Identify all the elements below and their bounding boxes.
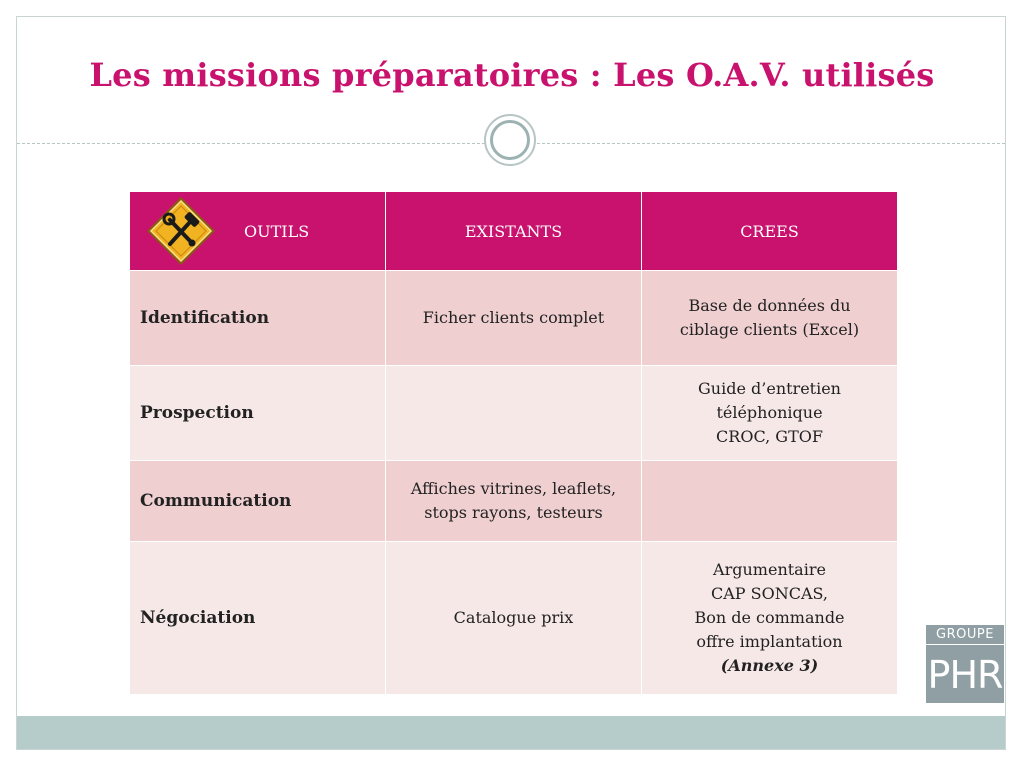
cell-existants: [386, 461, 642, 542]
tools-warning-sign-icon: [144, 194, 218, 268]
cell-text: CAP SONCAS,: [711, 584, 828, 603]
row-label-identification: Identification: [130, 271, 386, 366]
cell-text: ciblage clients (Excel): [679, 320, 860, 339]
cell-existants: [386, 271, 642, 366]
cell-text: Ficher clients complet: [422, 308, 605, 327]
cell-crees: [642, 366, 898, 461]
header-outils-label: OUTILS: [244, 222, 310, 241]
cell-existants: [386, 542, 642, 695]
cell-text: Argumentaire: [713, 560, 826, 579]
cell-text: Catalogue prix: [453, 608, 574, 627]
cell-text: stops rayons, testeurs: [424, 503, 603, 522]
cell-crees: [642, 271, 898, 366]
row-label-communication: Communication: [130, 461, 386, 542]
cell-text: Affiches vitrines, leaflets,: [410, 479, 617, 498]
header-crees: CREES: [642, 192, 898, 271]
cell-crees: [642, 461, 898, 542]
footer-band: [17, 716, 1005, 749]
cell-existants: [386, 366, 642, 461]
logo-groupe-text: GROUPE: [926, 625, 1004, 645]
cell-text: offre implantation: [696, 632, 843, 651]
annex-reference: (Annexe 3): [720, 656, 819, 675]
row-label-prospection: Prospection: [130, 366, 386, 461]
oav-table: [129, 191, 898, 695]
cell-text: Bon de commande: [694, 608, 845, 627]
table-row: [130, 271, 898, 366]
cell-crees: [642, 542, 898, 695]
groupe-phr-logo: [926, 625, 1004, 703]
logo-phr-mark: PHR: [927, 653, 1003, 697]
row-label-negociation: Négociation: [130, 542, 386, 695]
table-header-row: [130, 192, 898, 271]
table-row: [130, 542, 898, 695]
cell-text: Base de données du: [688, 296, 851, 315]
header-existants: EXISTANTS: [386, 192, 642, 271]
cell-text: Guide d’entretien: [698, 379, 841, 398]
cell-text: téléphonique: [716, 403, 823, 422]
slide-title: Les missions préparatoires : Les O.A.V. utilisés: [89, 56, 935, 94]
divider-ring-icon: [484, 114, 536, 166]
table-row: [130, 461, 898, 542]
cell-text: CROC, GTOF: [716, 427, 823, 446]
header-outils: [130, 192, 386, 271]
table-row: [130, 366, 898, 461]
